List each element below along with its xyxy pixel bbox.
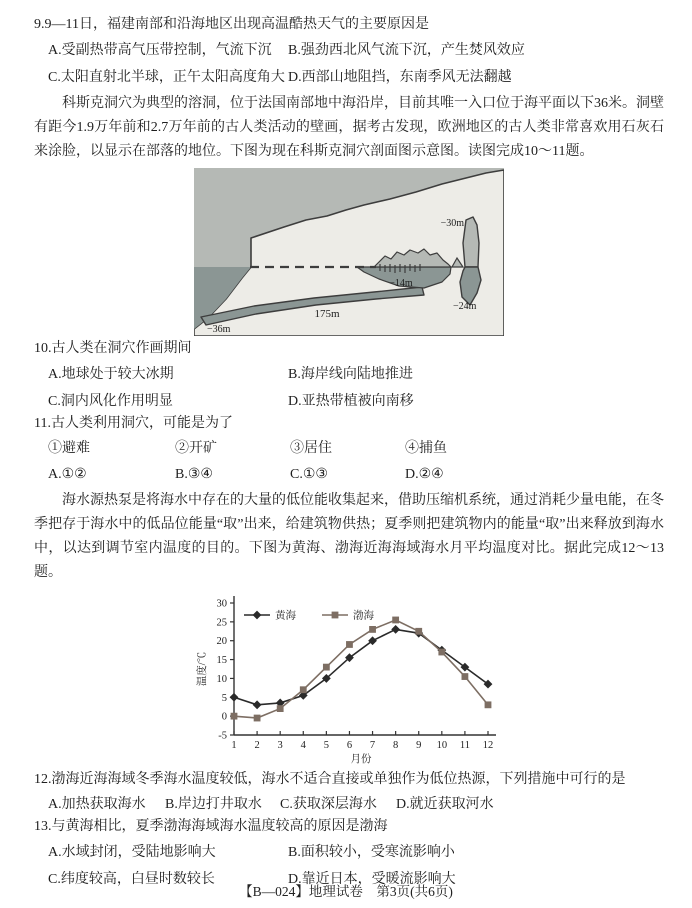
question-10-stem: 10.古人类在洞穴作画期间 — [34, 341, 192, 356]
shaft-bottom-depth-label: −24m — [453, 301, 477, 312]
q9-option-c: C.太阳直射北半球，正午太阳高度角大 — [48, 70, 285, 85]
svg-text:30: 30 — [216, 598, 227, 610]
question-12-stem: 12.渤海近海海域冬季海水温度较低，海水不适合直接或单独作为低位热源，下列措施中可行的是 — [34, 772, 626, 787]
cave-shaft-air — [463, 217, 479, 267]
svg-text:10: 10 — [216, 673, 227, 685]
svg-text:黄海: 黄海 — [275, 610, 296, 622]
q9-option-b: B.强劲西北风气流下沉，产生焚风效应 — [288, 43, 525, 58]
svg-text:-5: -5 — [218, 730, 227, 742]
svg-text:12: 12 — [482, 740, 494, 751]
question-13-stem: 13.与黄海相比，夏季渤海海域海水温度较高的原因是渤海 — [34, 819, 388, 834]
heat-pump-passage: 海水源热泵是将海水中存在的大量的低位能收集起来，借助压缩机系统，通过消耗少量电能，在冬季把存于海水中的低品位能量“取”出来，给建筑物供热；夏季则把建筑物内的能量“取”出来释放到海水中，以达到调节室内温度的目的。下图为黄海、渤海近海海域海水月平均温度对比。据此完成12～13题。 — [34, 493, 664, 580]
question-12-options — [34, 795, 664, 814]
cave-diagram — [194, 168, 504, 336]
svg-text:月份: 月份 — [350, 754, 372, 765]
svg-text:5: 5 — [221, 692, 227, 704]
question-9-stem: 9.9—11日，福建南部和沿海地区出现高温酷热天气的主要原因是 — [34, 17, 429, 32]
q10-option-c: C.洞内风化作用明显 — [48, 394, 173, 409]
svg-text:1: 1 — [231, 740, 237, 751]
q12-option-a: A.加热获取海水 — [48, 797, 146, 812]
q12-option-c: C.获取深层海水 — [280, 797, 377, 812]
q13-option-d: D.靠近日本，受暖流影响大 — [288, 872, 456, 887]
question-9-options — [34, 41, 664, 87]
svg-text:8: 8 — [393, 740, 399, 751]
q11-item-2: ②开矿 — [175, 441, 217, 456]
cave-passage: 科斯克洞穴为典型的溶洞，位于法国南部地中海沿岸，目前其唯一入口位于海平面以下36米。洞壁有距今1.9万年前和2.7万年前的古人类活动的壁画，据考古发现，欧洲地区的古人类非常喜欢用石灰石来涂脸，以显示在部落的地位。下图为现在科斯克洞穴剖面图示意图。读图完成10～11题。 — [34, 96, 664, 159]
q10-option-d: D.亚热带植被向南移 — [288, 394, 414, 409]
q12-option-b: B.岸边打井取水 — [165, 797, 262, 812]
q9-option-a: A.受副热带高气压带控制，气流下沉 — [48, 43, 272, 58]
svg-text:3: 3 — [277, 740, 283, 751]
shaft-top-depth-label: −30m — [440, 218, 464, 229]
cave-figure — [34, 168, 664, 336]
question-11-options — [34, 465, 664, 484]
q11-item-1: ①避难 — [48, 441, 90, 456]
svg-text:0: 0 — [221, 711, 227, 723]
chamber-depth-label: −14m — [389, 278, 413, 289]
q11-item-4: ④捕鱼 — [405, 441, 447, 456]
svg-text:25: 25 — [216, 617, 227, 629]
temperature-chart-svg — [194, 589, 504, 767]
q13-option-c: C.纬度较高，白昼时数较长 — [48, 872, 215, 887]
svg-text:5: 5 — [323, 740, 329, 751]
svg-text:9: 9 — [416, 740, 422, 751]
tunnel-length-label: 175m — [314, 308, 340, 320]
q9-option-d: D.西部山地阻挡，东南季风无法翻越 — [288, 70, 512, 85]
question-11-items — [34, 439, 664, 458]
svg-text:11: 11 — [459, 740, 470, 751]
q10-option-a: A.地球处于较大冰期 — [48, 367, 174, 382]
q11-option-d: D.②④ — [405, 467, 444, 482]
svg-text:7: 7 — [369, 740, 376, 751]
svg-text:温度/℃: 温度/℃ — [197, 651, 208, 687]
svg-text:15: 15 — [216, 655, 227, 667]
question-10-options — [34, 365, 664, 411]
q11-option-c: C.①③ — [290, 467, 328, 482]
svg-text:渤海: 渤海 — [353, 610, 374, 622]
q10-option-b: B.海岸线向陆地推进 — [288, 367, 413, 382]
entrance-depth-label: −36m — [207, 324, 231, 335]
q11-option-b: B.③④ — [175, 467, 213, 482]
q13-option-a: A.水域封闭，受陆地影响大 — [48, 845, 216, 860]
svg-text:4: 4 — [300, 740, 306, 751]
page-footer: 【B—024】地理试卷 第3页(共6页) — [239, 884, 453, 899]
q11-item-3: ③居住 — [290, 441, 332, 456]
svg-text:20: 20 — [216, 636, 227, 648]
q12-option-d: D.就近获取河水 — [396, 797, 494, 812]
svg-text:6: 6 — [346, 740, 353, 751]
q11-option-a: A.①② — [48, 467, 87, 482]
svg-text:2: 2 — [254, 740, 260, 751]
svg-text:10: 10 — [436, 740, 448, 751]
q13-option-b: B.面积较小，受寒流影响小 — [288, 845, 455, 860]
question-11-stem: 11.古人类利用洞穴，可能是为了 — [34, 416, 233, 431]
temperature-chart-figure — [34, 589, 664, 767]
